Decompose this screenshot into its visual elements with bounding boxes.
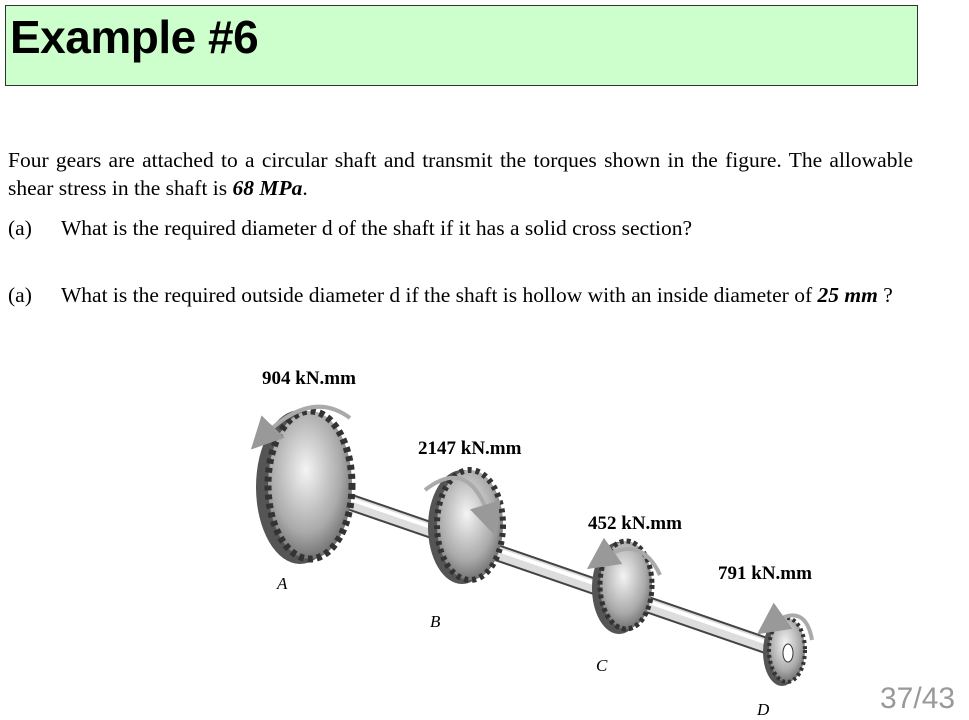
gear-d	[763, 618, 805, 686]
torque-label-d: 791 kN.mm	[718, 563, 812, 584]
gear-label-a: A	[277, 574, 288, 593]
question-text: What is the required diameter d of the shaft if it has a solid cross section?	[61, 216, 693, 240]
gear-label-d: D	[757, 700, 770, 719]
gear-label-c: C	[596, 656, 608, 675]
page-number: 37/43	[880, 682, 956, 715]
gear-a	[256, 410, 352, 564]
question-text: What is the required outside diameter d if the shaft is hollow with an inside diameter of 25 mm ?	[61, 283, 893, 307]
gear-b	[428, 470, 503, 584]
slide-title: Example #6	[10, 11, 259, 63]
intro-text: Four gears are attached to a circular shaft and transmit the torques shown in the figure. The allowable shear stress in the shaft is	[8, 148, 913, 200]
torque-label-b: 2147 kN.mm	[418, 438, 522, 459]
torque-label-c: 452 kN.mm	[588, 513, 682, 534]
gear-label-b: B	[430, 612, 441, 631]
allowable-stress: 68 MPa	[232, 176, 303, 200]
torque-label-a: 904 kN.mm	[262, 368, 356, 389]
shaft	[315, 487, 785, 652]
inside-diameter: 25 mm	[817, 283, 878, 307]
question-label: (a)	[8, 216, 32, 240]
intro-end: .	[302, 176, 308, 200]
question-label: (a)	[8, 283, 32, 307]
